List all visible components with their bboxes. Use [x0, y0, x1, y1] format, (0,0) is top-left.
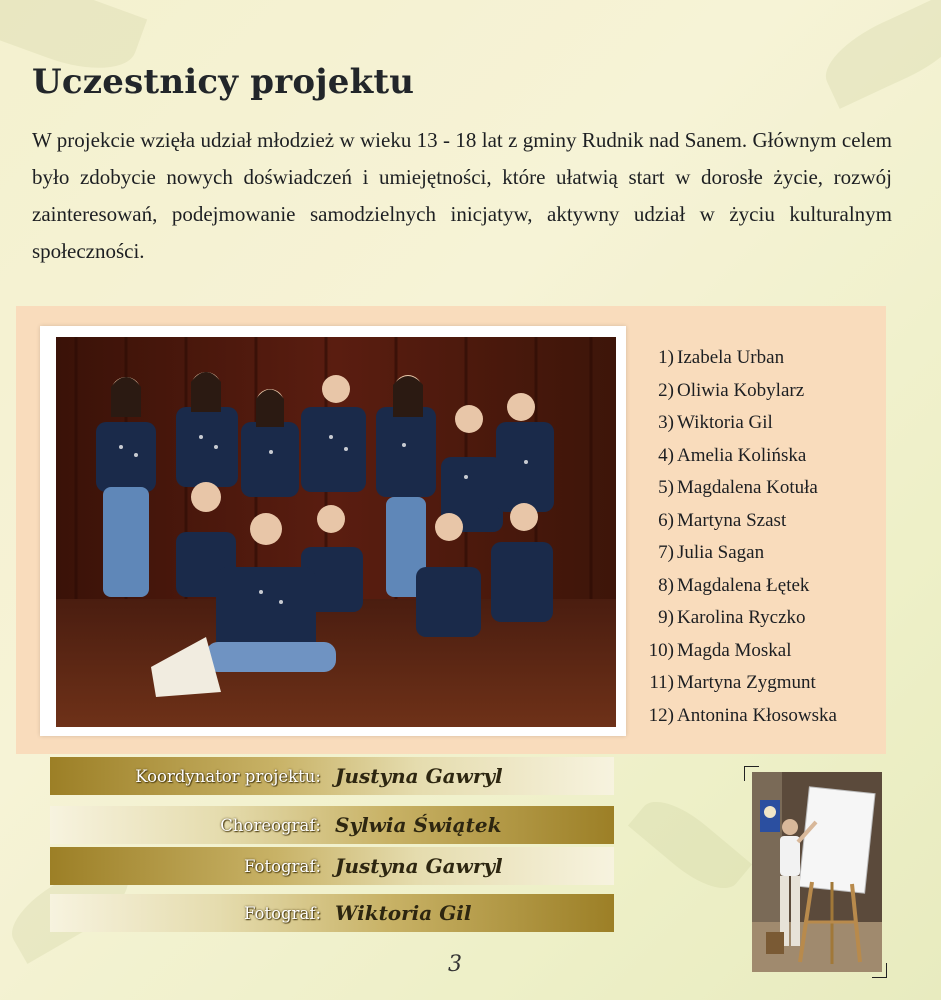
list-item — [640, 635, 837, 668]
list-item — [640, 375, 837, 408]
group-photo — [56, 337, 616, 727]
participant-name: Magda Moskal — [677, 639, 792, 661]
credit-role: Choreograf: — [220, 815, 321, 835]
participant-number: 10) — [648, 639, 674, 661]
intro-paragraph: W projekcie wzięła udział młodzież w wieku 13 - 18 lat z gminy Rudnik nad Sanem. Głównym celem było zdobycie nowych doświadczeń i umiejętności, które ułatwią start w dorosłe życie, rozwój zainteresowań, podejmowanie samodzielnych inicjatyw, aktywny udział w życiu kulturalnym społeczności. — [32, 128, 892, 263]
credit-role: Fotograf: — [244, 856, 321, 876]
credit-name: Sylwia Świątek — [335, 813, 502, 837]
list-item — [640, 602, 837, 635]
list-item — [640, 700, 837, 733]
participant-name: Izabela Urban — [677, 347, 785, 368]
credit-name: Justyna Gawryl — [335, 854, 503, 878]
participant-name: Julia Sagan — [677, 542, 765, 563]
list-item — [640, 407, 837, 440]
participant-list — [640, 342, 837, 732]
background-leaf-decoration — [814, 0, 941, 109]
participant-name: Karolina Ryczko — [677, 607, 806, 628]
participant-number: 2) — [658, 379, 674, 401]
participant-name: Antonina Kłosowska — [677, 704, 837, 726]
list-item — [640, 440, 837, 473]
easel-photo — [752, 772, 882, 972]
credit-role: Fotograf: — [244, 903, 321, 923]
participant-name: Amelia Kolińska — [677, 444, 807, 466]
credit-role: Koordynator projektu: — [135, 766, 321, 786]
participant-number: 8) — [658, 574, 674, 596]
participant-number: 1) — [658, 347, 674, 368]
page-number: 3 — [448, 952, 462, 977]
list-item — [640, 342, 837, 375]
list-item — [640, 537, 837, 570]
participant-name: Magdalena Łętek — [677, 574, 810, 596]
credit-bar-photographer-1 — [50, 847, 614, 885]
credit-name: Justyna Gawryl — [335, 764, 503, 788]
list-item — [640, 505, 837, 538]
participant-name: Martyna Szast — [677, 509, 787, 531]
credit-bar-coordinator — [50, 757, 614, 795]
background-leaf-decoration — [628, 787, 752, 902]
credit-bar-choreographer — [50, 806, 614, 844]
list-item — [640, 472, 837, 505]
participant-name: Martyna Zygmunt — [677, 672, 816, 693]
participant-number: 4) — [658, 444, 674, 466]
participant-name: Wiktoria Gil — [677, 412, 773, 433]
list-item — [640, 667, 837, 700]
participant-number: 9) — [658, 607, 674, 628]
participant-number: 12) — [648, 704, 674, 726]
participant-number: 7) — [658, 542, 674, 563]
participant-number: 6) — [658, 509, 674, 531]
participant-number: 11) — [649, 672, 674, 693]
participant-name: Magdalena Kotuła — [677, 477, 818, 498]
credit-name: Wiktoria Gil — [335, 901, 472, 925]
page-title: Uczestnicy projektu — [32, 62, 415, 102]
participant-number: 3) — [658, 412, 674, 433]
credit-bar-photographer-2 — [50, 894, 614, 932]
participant-name: Oliwia Kobylarz — [677, 379, 805, 401]
list-item — [640, 570, 837, 603]
participant-number: 5) — [658, 477, 674, 498]
